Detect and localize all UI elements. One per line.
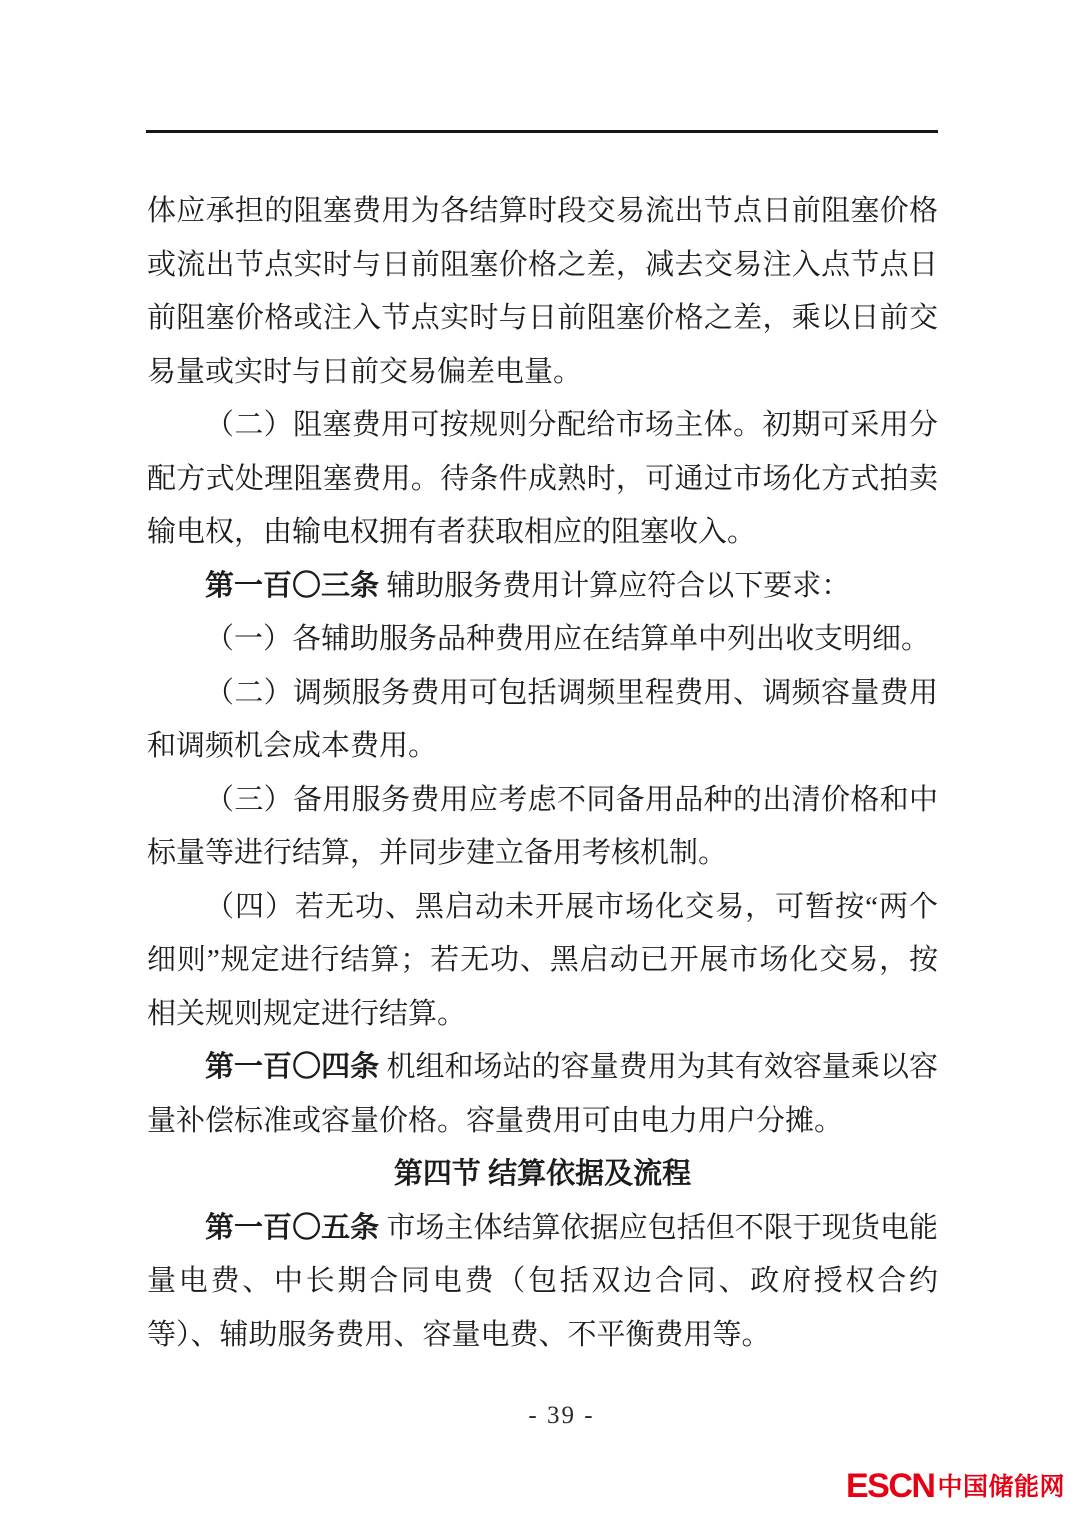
article-number: 第一百〇五条 bbox=[205, 1211, 380, 1244]
paragraph bbox=[147, 774, 938, 881]
text-run: 体应承担的阻塞费用为各结算时段交易流出节点日前阻塞价格或流出节点实时与日前阻塞价格之差，减去交易注入点节点日前阻塞价格或注入节点实时与日前阻塞价格之差，乘以日前交易量或实时与日前交易偏差电量。 bbox=[147, 195, 938, 388]
text-run: （一）各辅助服务品种费用应在结算单中列出收支明细。 bbox=[205, 623, 931, 655]
article-number: 第一百〇四条 bbox=[205, 1051, 380, 1083]
paragraph bbox=[147, 613, 938, 667]
escn-logo-cjk: 中国储能网 bbox=[937, 1472, 1065, 1501]
page-footer bbox=[166, 1402, 957, 1430]
paragraph bbox=[147, 185, 938, 399]
escn-logo-latin: ESCN bbox=[846, 1467, 935, 1505]
article-number: 第四节 结算依据及流程 bbox=[393, 1158, 692, 1190]
paragraph bbox=[147, 881, 938, 1042]
text-run: 辅助服务费用计算应符合以下要求： bbox=[379, 569, 851, 602]
text-run: （二）调频服务费用可包括调频里程费用、调频容量费用和调频机会成本费用。 bbox=[147, 676, 938, 762]
text-run: （三）备用服务费用应考虑不同备用品种的出清价格和中标量等进行结算，并同步建立备用考核机制。 bbox=[147, 783, 938, 869]
escn-logo bbox=[846, 1468, 1065, 1504]
document-body bbox=[147, 185, 938, 1362]
paragraph bbox=[147, 399, 938, 560]
text-run: 市场主体结算依据应包括但不限于现货电能量电费、中长期合同电费（包括双边合同、政府授权合约等）、辅助服务费用、容量电费、不平衡费用等。 bbox=[147, 1211, 938, 1351]
article-number: 第一百〇三条 bbox=[205, 569, 380, 602]
paragraph bbox=[147, 1041, 938, 1148]
text-run: （二）阻塞费用可按规则分配给市场主体。初期可采用分配方式处理阻塞费用。待条件成熟时，可通过市场化方式拍卖输电权，由输电权拥有者获取相应的阻塞收入。 bbox=[147, 409, 938, 548]
text-run: 机组和场站的容量费用为其有效容量乘以容量补偿标准或容量价格。容量费用可由电力用户分摊。 bbox=[147, 1051, 938, 1137]
paragraph bbox=[147, 667, 938, 774]
paragraph bbox=[147, 1202, 938, 1363]
paragraph bbox=[147, 560, 938, 614]
header-rule bbox=[146, 130, 938, 133]
text-run: （四）若无功、黑启动未开展市场化交易，可暂按“两个细则”规定进行结算；若无功、黑启动已开展市场化交易，按相关规则规定进行结算。 bbox=[147, 890, 938, 1030]
page-number: - 39 - bbox=[528, 1402, 595, 1429]
section-heading bbox=[147, 1148, 938, 1202]
